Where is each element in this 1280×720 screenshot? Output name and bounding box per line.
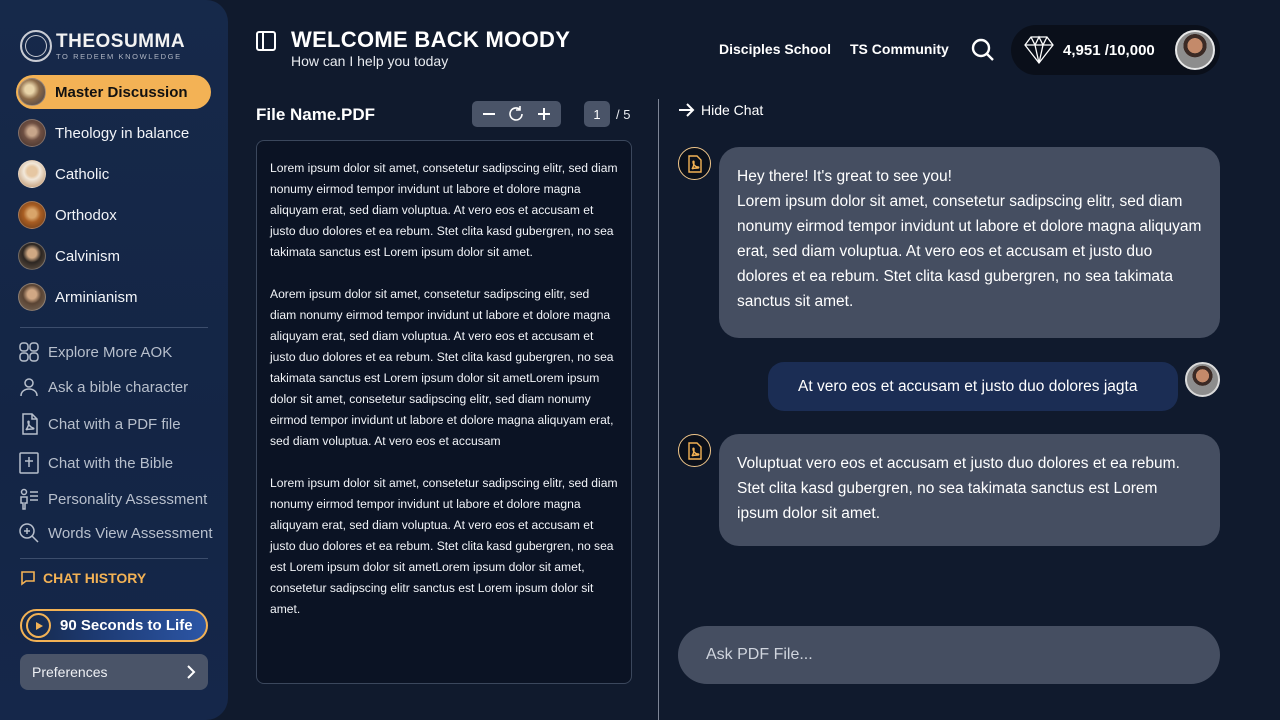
message-line: At vero eos et accusam et justo duo dolores jagta: [798, 377, 1138, 395]
points-value: 4,951 /10,000: [1063, 41, 1155, 59]
chat-input-container: [678, 626, 1220, 684]
avatar: [18, 242, 46, 270]
pdf-file-icon: [687, 155, 703, 173]
personality-icon: [18, 488, 40, 510]
user-message: [768, 362, 1178, 411]
menu-item-personality-assessment[interactable]: [18, 487, 218, 511]
nav-item-label: Calvinism: [55, 247, 121, 265]
points-badge[interactable]: [1011, 25, 1220, 75]
menu-item-chat-with-bible[interactable]: [18, 451, 218, 475]
nav-item-arminianism[interactable]: [16, 280, 211, 314]
nav-item-label: Arminianism: [55, 288, 138, 306]
menu-item-label: Explore More AOK: [48, 343, 173, 361]
panel-divider: [658, 99, 659, 720]
assistant-message: [719, 434, 1220, 546]
nav-item-orthodox[interactable]: [16, 198, 211, 232]
avatar: [18, 160, 46, 188]
discussion-nav: [16, 75, 211, 321]
nav-item-master-discussion[interactable]: [16, 75, 211, 109]
divider: [20, 558, 208, 559]
avatar: [18, 78, 46, 106]
message-line: Lorem ipsum dolor sit amet, consetetur sadipscing elitr, sed diam nonumy eirmod tempor invidunt ut labore et dolore magna aliquyam erat, sed diam voluptua. At vero eos et accusam et justo duo dolores et ea rebum. Stet clita kasd gubergren, no sea takimata sanctus sit amet.: [737, 193, 1202, 310]
nav-item-catholic[interactable]: [16, 157, 211, 191]
play-icon: [26, 613, 51, 638]
logo[interactable]: [20, 30, 185, 62]
assistant-avatar: [678, 147, 711, 180]
pdf-file-icon: [687, 442, 703, 460]
pdf-paragraph: Aorem ipsum dolor sit amet, consetetur sadipscing elitr, sed diam nonumy eirmod tempor invidunt ut labore et dolore magna aliquyam erat, sed diam voluptua. At vero eos et accusam et justo duo dolores et ea rebum. Stet clita kasd gubergren, no sea takimata sanctus est Lorem ipsum dolor sit ametLorem ipsum dolor sit amet, consetetur sadipscing elitr, sed diam nonumy eirmod tempor invidunt ut labore et dolore magna aliquyam erat, sed diam voluptua. At vero eos et accusam: [270, 287, 614, 448]
avatar: [18, 119, 46, 147]
menu-item-words-view-assessment[interactable]: [18, 521, 218, 545]
nav-item-label: Catholic: [55, 165, 110, 183]
zoom-out-button[interactable]: [481, 106, 497, 122]
avatar: [18, 283, 46, 311]
person-icon: [18, 376, 40, 398]
preferences-button[interactable]: [20, 654, 208, 690]
pdf-file-icon: [18, 413, 40, 435]
assistant-avatar: [678, 434, 711, 467]
chat-history-link[interactable]: [20, 570, 146, 586]
magnifier-icon: [18, 522, 40, 544]
ninety-seconds-label: 90 Seconds to Life: [60, 617, 193, 634]
grid-icon: [18, 341, 40, 363]
message-line: Voluptuat vero eos et accusam et justo duo dolores et ea rebum. Stet clita kasd gubergren, no sea takimata sanctus est Lorem ipsum dolor sit amet.: [737, 455, 1180, 522]
brand-tagline: TO REDEEM KNOWLEDGE: [56, 51, 182, 61]
menu-item-chat-with-pdf[interactable]: [18, 412, 218, 436]
preferences-label: Preferences: [32, 664, 108, 680]
menu-item-label: Personality Assessment: [48, 490, 208, 508]
user-avatar: [1185, 362, 1220, 397]
sidebar-toggle-icon[interactable]: [256, 31, 276, 51]
hide-chat-label: Hide Chat: [701, 102, 764, 118]
menu-item-explore-more-aok[interactable]: [18, 340, 218, 364]
pdf-paragraph: Lorem ipsum dolor sit amet, consetetur sadipscing elitr, sed diam nonumy eirmod tempor invidunt ut labore et dolore magna aliquyam erat, sed diam voluptua. At vero eos et accusam et justo duo dolores et ea rebum. Stet clita kasd gubergren, no sea est Lorem ipsum dolor sit ametLorem ipsum dolor sit amet, consetetur sadipscing elitr sanctus est Lorem ipsum dolor sit amet.: [270, 476, 618, 616]
hide-chat-button[interactable]: [678, 102, 763, 118]
nav-item-label: Master Discussion: [55, 83, 188, 101]
avatar: [18, 201, 46, 229]
nav-item-calvinism[interactable]: [16, 239, 211, 273]
nav-item-label: Orthodox: [55, 206, 117, 224]
page-total: / 5: [616, 107, 631, 122]
disciples-school-link[interactable]: Disciples School: [719, 41, 832, 57]
diamond-icon: [1023, 35, 1055, 65]
file-name: File Name.PDF: [256, 105, 376, 124]
menu-item-label: Chat with the Bible: [48, 454, 174, 472]
arrow-right-icon: [678, 102, 695, 118]
message-line: Hey there! It's great to see you!: [737, 168, 952, 185]
reset-zoom-button[interactable]: [506, 104, 526, 124]
menu-item-label: Chat with a PDF file: [48, 415, 181, 433]
brand-name: THEOSUMMA: [56, 30, 186, 52]
menu-item-label: Words View Assessment: [48, 524, 213, 542]
chevron-right-icon: [186, 664, 196, 680]
ts-community-link[interactable]: TS Community: [850, 41, 949, 57]
pdf-paragraph: Lorem ipsum dolor sit amet, consetetur sadipscing elitr, sed diam nonumy eirmod tempor invidunt ut labore et dolore magna aliquyam erat, sed diam voluptua. At vero eos et accusam et justo duo dolores et ea rebum. Stet clita kasd gubergren, no sea takimata sanctus est Lorem ipsum dolor sit amet.: [270, 161, 618, 259]
plus-icon: [536, 106, 552, 122]
divider: [20, 327, 208, 328]
chat-history-label: CHAT HISTORY: [43, 570, 147, 586]
search-icon[interactable]: [971, 38, 995, 62]
nav-item-theology-in-balance[interactable]: [16, 116, 211, 150]
chat-bubble-icon: [20, 570, 36, 586]
bible-icon: [18, 452, 40, 474]
minus-icon: [481, 106, 497, 122]
zoom-in-button[interactable]: [536, 106, 552, 122]
pdf-document[interactable]: [256, 140, 632, 684]
refresh-icon: [506, 104, 526, 124]
assistant-message: [719, 147, 1220, 338]
ninety-seconds-button[interactable]: [20, 609, 208, 642]
logo-icon: [20, 30, 52, 62]
menu-item-ask-bible-character[interactable]: [18, 375, 218, 399]
chat-input[interactable]: [706, 646, 1220, 664]
menu-item-label: Ask a bible character: [48, 378, 189, 396]
zoom-controls: [472, 101, 561, 127]
sidebar: [0, 0, 228, 720]
page-number-input[interactable]: 1: [584, 101, 610, 127]
page-title: WELCOME BACK MOODY: [291, 27, 571, 52]
page-subtitle: How can I help you today: [291, 53, 449, 69]
nav-item-label: Theology in balance: [55, 124, 190, 142]
user-avatar[interactable]: [1175, 30, 1215, 70]
tools-menu: [18, 340, 218, 545]
